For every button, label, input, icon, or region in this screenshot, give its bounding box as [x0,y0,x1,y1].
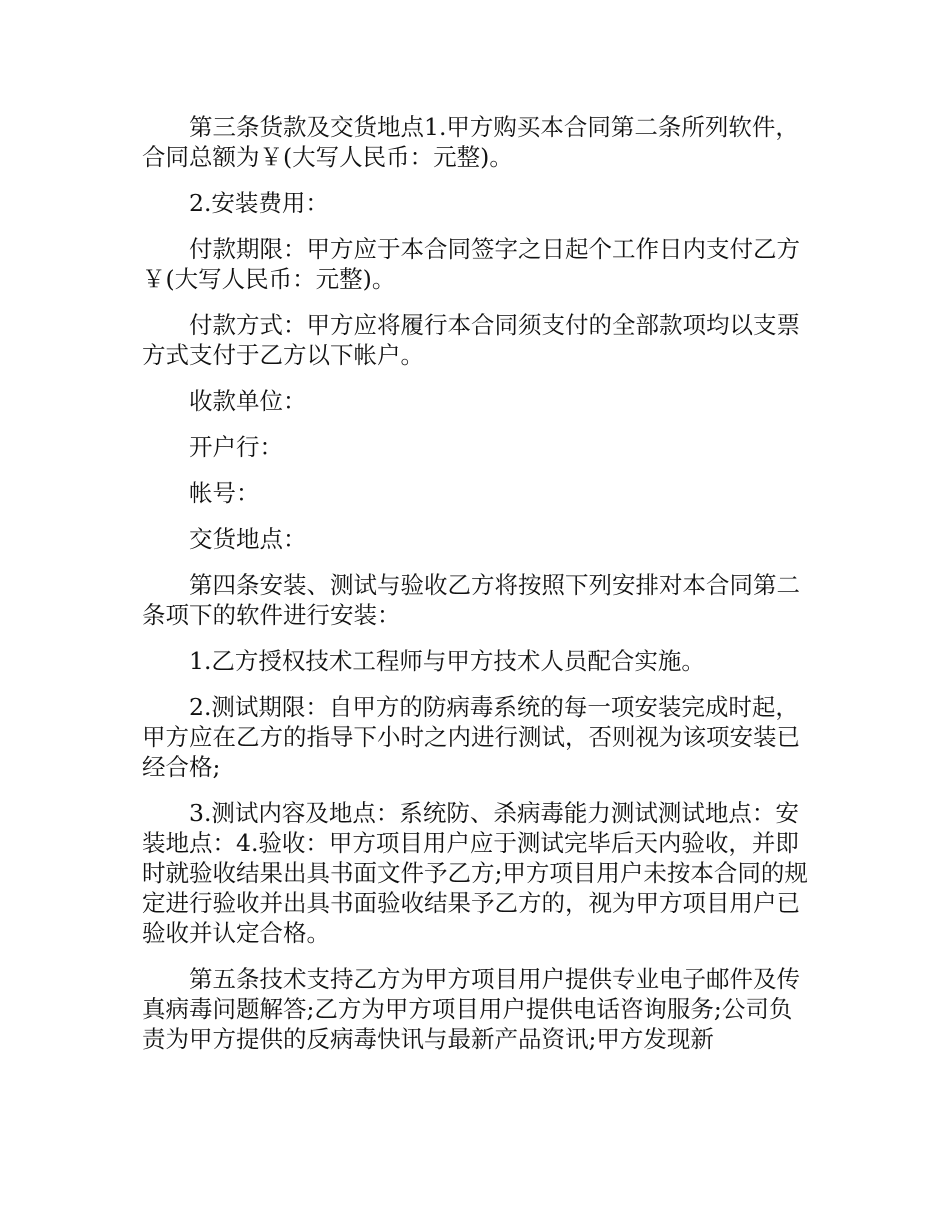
paragraph-test-period: 2.测试期限：自甲方的防病毒系统的每一项安装完成时起，甲方应在乙方的指导下小时之内进行测试，否则视为该项安装已经合格; [142,693,800,781]
paragraph-installation-fee: 2.安装费用： [189,189,329,217]
paragraph-test-content-acceptance: 3.测试内容及地点：系统防、杀病毒能力测试测试地点：安装地点：4.验收：甲方项目用户应于测试完毕后天内验收，并即时就验收结果出具书面文件予乙方;甲方项目用户未按本合同的规定进行验收并出具书面验收结果予乙方的，视为甲方项目用户已验收并认定合格。 [142,799,808,947]
paragraph-engineer-authorization: 1.乙方授权技术工程师与甲方技术人员配合实施。 [189,647,705,675]
paragraph-bank: 开户行： [189,433,283,461]
document-page [142,112,808,1070]
paragraph-payee: 收款单位： [189,387,307,415]
paragraph-delivery-location: 交货地点： [189,525,307,553]
paragraph-article-5-support: 第五条技术支持乙方为甲方项目用户提供专业电子邮件及传真病毒问题解答;乙方为甲方项目用户提供电话咨询服务;公司负责为甲方提供的反病毒快讯与最新产品资讯;甲方发现新 [142,965,800,1053]
paragraph-article-3-payment: 第三条货款及交货地点1.甲方购买本合同第二条所列软件，合同总额为￥(大写人民币：元整)。 [142,113,799,171]
paragraph-article-4-installation: 第四条安装、测试与验收乙方将按照下列安排对本合同第二条项下的软件进行安装： [142,571,800,629]
paragraph-payment-term: 付款期限：甲方应于本合同签字之日起个工作日内支付乙方￥(大写人民币：元整)。 [142,235,800,293]
paragraph-payment-method: 付款方式：甲方应将履行本合同须支付的全部款项均以支票方式支付于乙方以下帐户。 [142,311,800,369]
paragraph-account: 帐号： [189,479,260,507]
